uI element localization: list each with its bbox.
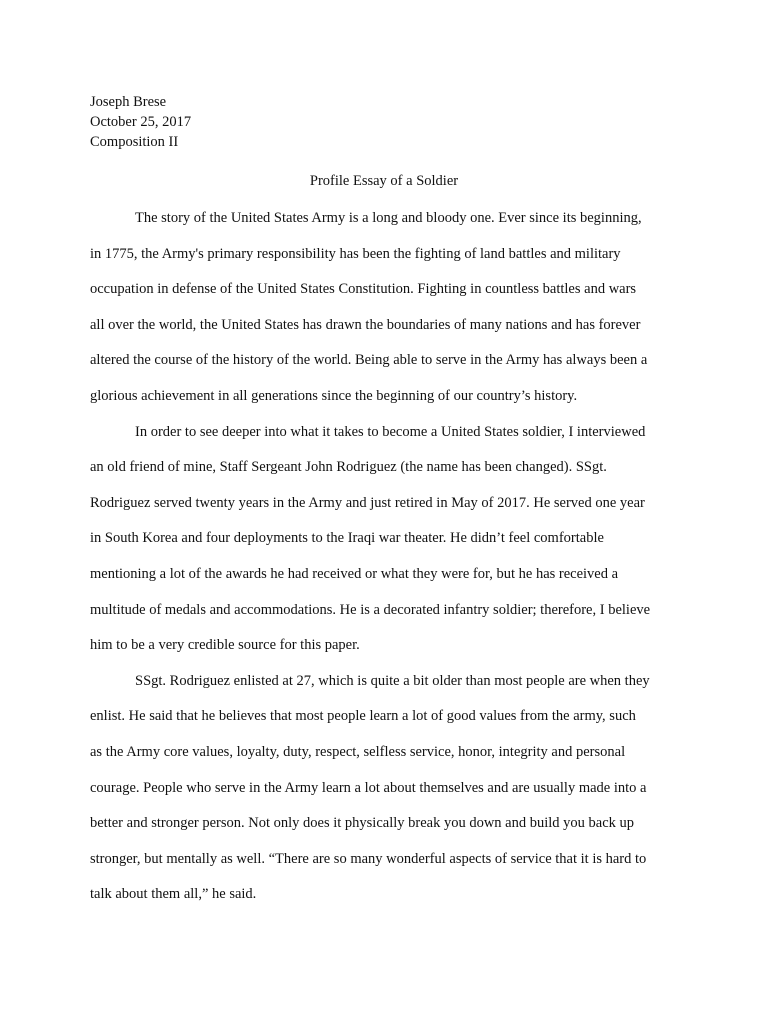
- text-line: stronger, but mentally as well. “There are so many wonderful aspects of service that it is hard to: [90, 850, 647, 867]
- essay-title: Profile Essay of a Soldier: [309, 173, 459, 189]
- document-heading: [90, 92, 191, 152]
- text-line: him to be a very credible source for this paper.: [90, 637, 360, 654]
- text-line: enlist. He said that he believes that most people learn a lot of good values from the army, such: [90, 708, 636, 725]
- text-line: SSgt. Rodriguez enlisted at 27, which is quite a bit older than most people are when they: [135, 672, 650, 689]
- text-line: all over the world, the United States has drawn the boundaries of many nations and has forever: [90, 316, 641, 333]
- text-line: In order to see deeper into what it takes to become a United States soldier, I interviewed: [135, 423, 646, 440]
- essay-body: [90, 208, 690, 920]
- essay-date: October 25, 2017: [90, 114, 192, 130]
- text-line: The story of the United States Army is a long and bloody one. Ever since its beginning,: [135, 210, 642, 226]
- text-line: better and stronger person. Not only does it physically break you down and build you back up: [90, 815, 635, 832]
- text-line: courage. People who serve in the Army learn a lot about themselves and are usually made into a: [90, 779, 647, 796]
- text-line: in South Korea and four deployments to the Iraqi war theater. He didn’t feel comfortable: [90, 530, 604, 547]
- author-name: Joseph Brese: [90, 94, 167, 110]
- text-line: talk about them all,” he said.: [90, 886, 257, 903]
- text-line: mentioning a lot of the awards he had received or what they were for, but he has received a: [90, 565, 619, 582]
- text-line: as the Army core values, loyalty, duty, respect, selfless service, honor, integrity and personal: [90, 743, 626, 760]
- text-line: occupation in defense of the United States Constitution. Fighting in countless battles and wars: [90, 281, 637, 298]
- text-line: altered the course of the history of the world. Being able to serve in the Army has always been a: [90, 352, 648, 369]
- text-line: glorious achievement in all generations since the beginning of our country’s history.: [90, 387, 578, 404]
- text-line: in 1775, the Army's primary responsibility has been the fighting of land battles and military: [90, 245, 621, 262]
- text-line: an old friend of mine, Staff Sergeant John Rodriguez (the name has been changed). SSgt.: [90, 459, 607, 476]
- course-name: Composition II: [90, 134, 179, 150]
- text-line: Rodriguez served twenty years in the Army and just retired in May of 2017. He served one year: [90, 494, 645, 511]
- text-line: multitude of medals and accommodations. He is a decorated infantry soldier; therefore, I believe: [90, 601, 651, 618]
